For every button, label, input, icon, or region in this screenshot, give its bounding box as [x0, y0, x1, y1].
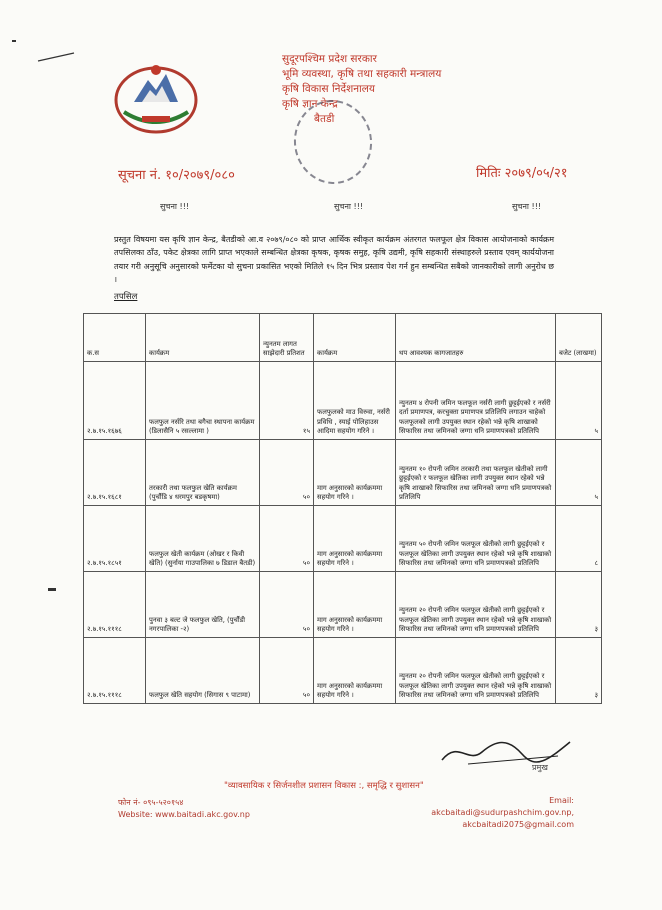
program-table	[83, 313, 602, 704]
cell-program: पुनवा ३ बल्ट जे फलफुल खेति, (पुर्चौडी नगरपालिका -२)	[146, 572, 260, 638]
suchana-label: सुचना !!!	[334, 202, 364, 211]
col-header-budget: बजेट (लाखमा)	[556, 314, 602, 362]
cell-docs: न्युनतम ५० रोपनी जमिन फलफूल खेतीको लागी छुट्टईएको र फलफूल खेतिका लागी उपयुक्त स्थान रहेको भन्ने कृषि शाखाको सिफारिस तथा जमिनको जग्गा धनि प्रमाणपत्रको प्रतिलिपि	[396, 506, 556, 572]
cell-ks: २.७.१५.१११८	[84, 572, 146, 638]
cell-share: १५	[260, 362, 314, 440]
cell-activity: फलफुलको माउ विरुवा, नर्सरी प्रविधि , स्याई पोलिहाउस आदिमा सहयोग गरिने ।	[314, 362, 396, 440]
website-link[interactable]: Website: www.baitadi.akc.gov.np	[118, 810, 250, 819]
notice-date: मितिः २०७९/०५/२१	[476, 166, 568, 181]
cell-budget: ५	[556, 362, 602, 440]
cell-share: ५०	[260, 572, 314, 638]
table-row	[84, 638, 602, 704]
cell-share: ५०	[260, 440, 314, 506]
gov-name: सुदूरपश्चिम प्रदेश सरकार	[282, 53, 377, 65]
cell-ks: २.७.१५.१६८१	[84, 440, 146, 506]
notice-number: सूचना नं. १०/२०७९/०८०	[118, 168, 235, 183]
col-header-share: न्युनतम लागत साझेदारी प्रतिशत	[260, 314, 314, 362]
table-row	[84, 362, 602, 440]
col-header-docs: थप आवश्यक कागजातहरु	[396, 314, 556, 362]
cell-activity: माग अनुसारको कार्यक्रममा सहयोग गरिने ।	[314, 638, 396, 704]
cell-program: फलफुल खेती कार्यक्रम (ओखर र किवी खेति) (सुर्नाया गाउपालिका ७ डिडाल बैतडी)	[146, 506, 260, 572]
cell-budget: ५	[556, 440, 602, 506]
cell-budget: ३	[556, 638, 602, 704]
signatory-title: प्रमुख	[532, 763, 548, 772]
signature	[438, 730, 578, 770]
cell-ks: २.७.१५.१११८	[84, 638, 146, 704]
table-row	[84, 572, 602, 638]
cell-activity: माग अनुसारको कार्यक्रममा सहयोग गरिने ।	[314, 572, 396, 638]
cell-share: ५०	[260, 638, 314, 704]
cell-budget: ३	[556, 572, 602, 638]
office-location: बैतडी	[314, 113, 335, 125]
cell-docs: न्युनतम १० रोपनी जमिन तरकारी तथा फलफूल खेतीको लागी छुट्टईएको र फलफूल खेतिका लागी उपयुक्त स्थान रहेको भन्ने कृषि शाखाको सिफारिस तथा जमिनको जग्गा धनि प्रमाणपत्रको प्रतिलिपि	[396, 440, 556, 506]
cell-docs: न्युनतम ४ रोपनी जमिन फलफूल नर्सरी लागी छुट्टईएको र नर्सरी दर्ता प्रमाणपत्र, करचुक्ता प्रमाणपत्र प्रतिलिपि लगाउन चाहेको फलफूलको लागी उपयुक्त स्थान रहेको भन्ने कृषि शाखाको सिफारिस तथा जमिनको जग्गा धनि प्रमाणपत्रको प्रतिलिपि	[396, 362, 556, 440]
col-header-activity: कार्यक्रम	[314, 314, 396, 362]
nepal-emblem-logo	[112, 56, 200, 136]
cell-program: फलफुल नर्सरि तथा बगैचा स्थापना कार्यक्रम (डिलासैनि ५ रसल्लामा )	[146, 362, 260, 440]
email-primary[interactable]: Email: akcbaitadi@sudurpashchim.gov.np,	[431, 796, 574, 817]
cell-budget: ८	[556, 506, 602, 572]
office-name: कृषि ज्ञान केन्द्र	[282, 98, 338, 110]
cell-docs: न्युनतम २० रोपनी जमिन फलफूल खेतीको लागी छुट्टईएको र फलफूल खेतिका लागी उपयुक्त स्थान रहेको भन्ने कृषि शाखाको सिफारिस तथा जमिनको जग्गा धनि प्रमाणपत्रको प्रतिलिपि	[396, 638, 556, 704]
footer-slogan: "व्यावसायिक र सिर्जनशील प्रशासन विकास :, समृद्धि र सुशासन"	[224, 781, 424, 791]
table-header-row	[84, 314, 602, 362]
intro-paragraph: प्रस्तुत विषयमा यस कृषि ज्ञान केन्द्र, बैतडीको आ.व २०७९/०८० को प्राप्त आर्थिक स्वीकृत कार्यक्रम अंतरगत फलफूल क्षेत्र विकास आयोजनाको कार्यक्रम तपसिलका ठाँउ, पकेट क्षेत्रका लागि प्राप्त भएकाले सम्बन्धित क्षेत्रका कृषक, कृषक समुह, कृषि उद्यमी, कृषि सहकारी संस्थाहरुले प्रस्ताव एवम् कार्ययोजना तयार गरी अनुसूचि अनुसारको फर्मेटका यो सुचना प्रकासित भएको मितिले १५ दिन भित्र प्रस्ताव पेश गर्न हुन सम्बन्धित सबैको जानकारीको लागी अनुरोध छ ।	[114, 235, 554, 284]
email-block	[426, 795, 574, 831]
cell-ks: २.७.१५.१६७६	[84, 362, 146, 440]
ministry-name: भूमि व्यवस्था, कृषि तथा सहकारी मन्त्रालय	[282, 68, 442, 80]
cell-share: ५०	[260, 506, 314, 572]
hole-punch-mark	[48, 588, 56, 591]
cell-ks: २.७.१५.१८५१	[84, 506, 146, 572]
col-header-program: कार्यक्रम	[146, 314, 260, 362]
directorate-name: कृषि विकास निर्देशनालय	[282, 83, 375, 95]
pen-mark	[36, 48, 76, 60]
hole-punch-mark	[12, 40, 16, 42]
cell-docs: न्युनतम २० रोपनी जमिन फलफूल खेतीको लागी छुट्टईएको र फलफूल खेतिका लागी उपयुक्त स्थान रहेको भन्ने कृषि शाखाको सिफारिस तथा जमिनको जग्गा धनि प्रमाणपत्रको प्रतिलिपि	[396, 572, 556, 638]
suchana-label: सुचना !!!	[160, 202, 190, 211]
table-row	[84, 506, 602, 572]
cell-activity: माग अनुसारको कार्यक्रममा सहयोग गरिने ।	[314, 440, 396, 506]
details-heading: तपसिल	[114, 292, 138, 302]
phone-number: फोन नं- ०९५-५२०१५४	[118, 798, 184, 807]
cell-program: तरकारी तथा फलफुल खेति कार्यक्रम (पुर्चौडि ४ धरमपुर बडकृषमा)	[146, 440, 260, 506]
col-header-ks: क.स	[84, 314, 146, 362]
table-row	[84, 440, 602, 506]
cell-activity: माग अनुसारको कार्यक्रममा सहयोग गरिने ।	[314, 506, 396, 572]
suchana-label: सुचना !!!	[512, 202, 542, 211]
cell-program: फलफुल खेति सहयोग (सिगास ९ पाटामा)	[146, 638, 260, 704]
email-secondary[interactable]: akcbaitadi2075@gmail.com	[462, 820, 574, 829]
